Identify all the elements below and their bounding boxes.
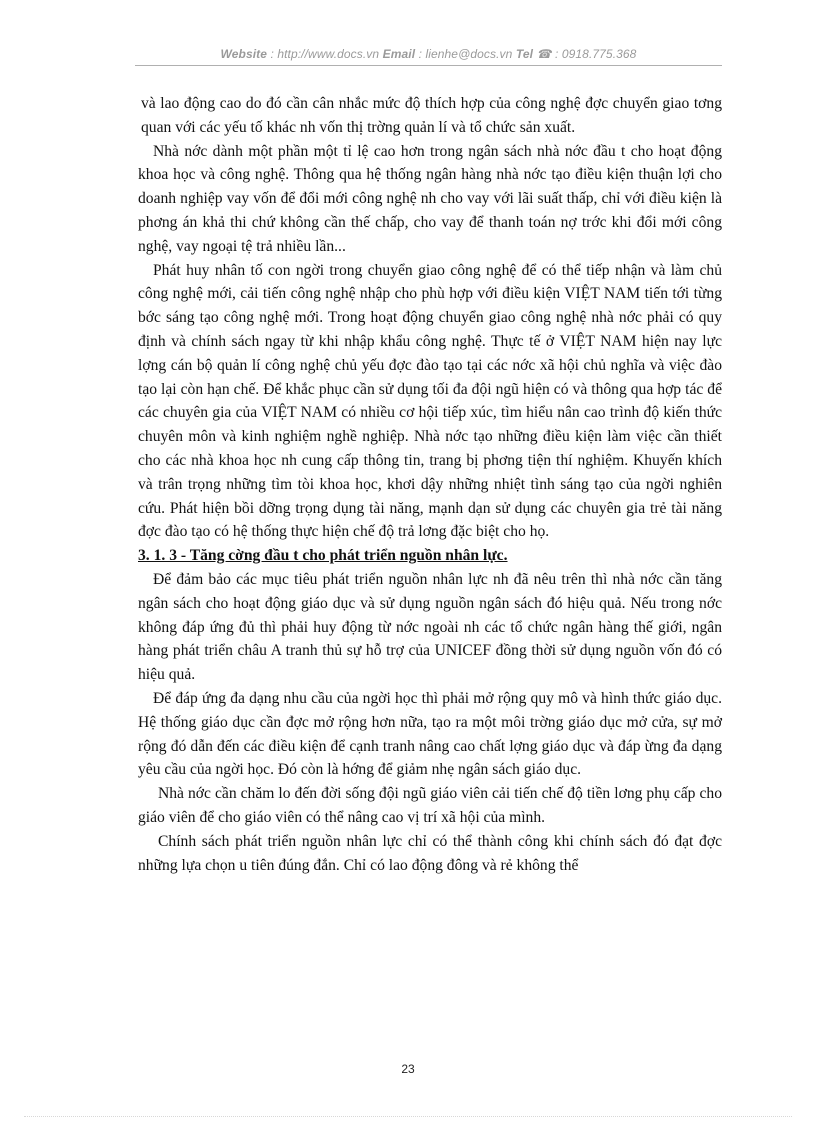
website-label: Website <box>220 47 268 61</box>
header-divider <box>135 65 722 66</box>
document-body <box>138 92 722 877</box>
email-address: : lienhe@docs.vn <box>418 47 513 61</box>
paragraph: Chính sách phát triển nguồn nhân lực chỉ có thể thành công khi chính sách đó đạt đợc những lựa chọn u tiên đúng đắn. Chỉ có lao động đông và rẻ không thể <box>138 832 722 874</box>
paragraph: Để đảm bảo các mục tiêu phát triển nguồn nhân lực nh đã nêu trên thì nhà nớc cần tăng ngân sách cho hoạt động giáo dục và sử dụng nguồn ngân sách đó hiệu quả. Nếu trong nớc không đáp ứng đủ thì phải huy động từ nớc ngoài nh các tổ chức ngân hàng thế giới, ngân hàng phát triển châu A tranh thủ sự hỗ trợ của UNICEF đồng thời sử dụng nguồn vốn đó có hiệu quả. <box>138 570 722 684</box>
paragraph: Nhà nớc cần chăm lo đến đời sống đội ngũ giáo viên cải tiến chế độ tiền lơng phụ cấp cho giáo viên để cho giáo viên có thể nâng cao vị trí xã hội của mình. <box>138 785 722 826</box>
website-url: : http://www.docs.vn <box>270 47 380 61</box>
tel-label: Tel <box>515 47 534 61</box>
section-heading: 3. 1. 3 - Tăng cờng đầu t cho phát triển nguồn nhân lực. <box>138 547 508 565</box>
page-header <box>135 47 722 61</box>
page-number: 23 <box>401 1062 415 1076</box>
paragraph: Để đáp ứng đa dạng nhu cầu của ngời học thì phải mở rộng quy mô và hình thức giáo dục. Hệ thống giáo dục cần đợc mở rộng hơn nữa, tạo ra một môi trờng giáo dục mở cửa, sự mở rộng đó dẫn đến các điều kiện để cạnh tranh nâng cao chất lợng giáo dục và đáp ừng đa dạng yêu cầu của ngời học. Đó còn là hớng để giảm nhẹ ngân sách giáo dục. <box>138 689 722 779</box>
paragraph: Nhà nớc dành một phần một tỉ lệ cao hơn trong ngân sách nhà nớc đầu t cho hoạt động khoa học và công nghệ. Thông qua hệ thống ngân hàng nhà nớc tạo điều kiện thuận lợi cho doanh nghiệp vay vốn để đổi mới công nghệ nh cho vay với lãi suất thấp, chỉ với điều kiện là phơng án khả thi chứ không cần thế chấp, cho vay để thanh toán nợ trớc khi đổi mới công nghệ, vay ngoại tệ trả nhiều lần... <box>138 142 722 255</box>
page-bottom-divider <box>24 1116 792 1117</box>
email-label: Email <box>382 47 416 61</box>
paragraph: và lao động cao do đó cần cân nhắc mức độ thích hợp của công nghệ đợc chuyển giao tơng quan với các yếu tố khác nh vốn thị trờng quản lí và tổ chức sản xuất. <box>141 95 722 136</box>
paragraph: Phát huy nhân tố con ngời trong chuyển giao công nghệ để có thể tiếp nhận và làm chủ công nghệ mới, cải tiến công nghệ nhập cho phù hợp với điều kiện VIỆT NAM tiến tới từng bớc sáng tạo công nghệ mới. Trong hoạt động chuyển giao công nghệ nhà nớc phải có quy định và chính sách ngay từ khi nhập khẩu công nghệ. Thực tế ở VIỆT NAM hiện nay lực lợng cán bộ quản lí công nghệ chủ yếu đợc đào tạo tại các nớc xã hội chủ nghĩa và việc đào tạo lại còn hạn chế. Để khắc phục cần sử dụng tối đa đội ngũ hiện có và thông qua hợp tác để các chuyên gia của VIỆT NAM có nhiều cơ hội tiếp xúc, tìm hiểu nân cao trình độ kiến thức chuyên môn và kinh nghiệm nghề nghiệp. Nhà nớc tạo những điều kiện làm việc cần thiết cho các nhà khoa học nh cung cấp thông tin, trang bị phơng tiện thí nghiệm. Khuyến khích và trân trọng những tìm tòi khoa học, khơi dậy những nhiệt tình sáng tạo của ngời nghiên cứu. Phát hiện bồi dỡng trọng dụng tài năng, mạnh dạn sử dụng các chuyên gia trẻ tài năng đợc đào tạo có hệ thống thực hiện chế độ trả lơng đặc biệt cho họ. <box>138 261 722 541</box>
phone-number: ☎ : 0918.775.368 <box>536 47 637 61</box>
